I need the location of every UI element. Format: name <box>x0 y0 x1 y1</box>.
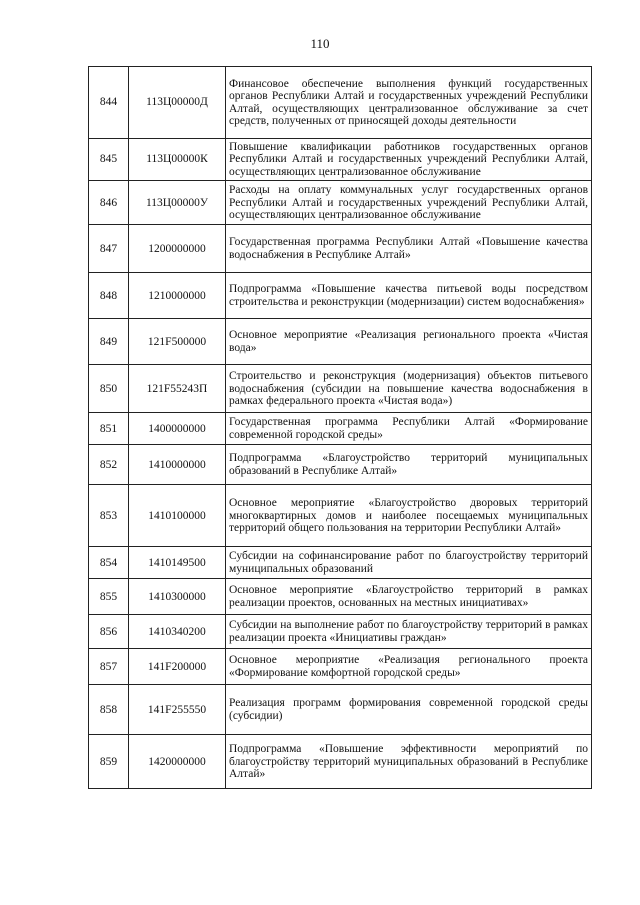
expense-name: Строительство и реконструкция (модернизация) объектов питьевого водоснабжения (субсидии на повышение качества водоснабжения в рамках федерального проекта «Чистая вода») <box>226 365 592 413</box>
target-article-code: 113Ц00000К <box>129 139 226 181</box>
target-article-code: 1210000000 <box>129 273 226 319</box>
row-number: 852 <box>89 445 129 485</box>
target-article-code: 1410000000 <box>129 445 226 485</box>
expense-name: Субсидии на софинансирование работ по благоустройству территорий муниципальных образований <box>226 547 592 579</box>
target-article-code: 1200000000 <box>129 225 226 273</box>
target-article-code: 1410300000 <box>129 579 226 615</box>
target-article-code: 1410340200 <box>129 615 226 649</box>
target-article-code: 113Ц00000У <box>129 181 226 225</box>
target-article-code: 1420000000 <box>129 735 226 789</box>
row-number: 848 <box>89 273 129 319</box>
table-row <box>89 579 592 615</box>
expense-name: Реализация программ формирования современной городской среды (субсидии) <box>226 685 592 735</box>
table-row <box>89 365 592 413</box>
table-row <box>89 615 592 649</box>
expense-name: Основное мероприятие «Реализация регионального проекта «Чистая вода» <box>226 319 592 365</box>
table-row <box>89 547 592 579</box>
table-row <box>89 445 592 485</box>
row-number: 859 <box>89 735 129 789</box>
row-number: 855 <box>89 579 129 615</box>
row-number: 849 <box>89 319 129 365</box>
expense-name: Повышение квалификации работников государственных органов Республики Алтай и государственных учреждений Республики Алтай, осуществляющих централизованное обслуживание <box>226 139 592 181</box>
expense-name: Основное мероприятие «Реализация регионального проекта «Формирование комфортной городской среды» <box>226 649 592 685</box>
target-article-code: 121F55243П <box>129 365 226 413</box>
expense-name: Подпрограмма «Благоустройство территорий муниципальных образований в Республике Алтай» <box>226 445 592 485</box>
expense-name: Основное мероприятие «Благоустройство территорий в рамках реализации проектов, основанных на местных инициативах» <box>226 579 592 615</box>
row-number: 850 <box>89 365 129 413</box>
expense-name: Финансовое обеспечение выполнения функций государственных органов Республики Алтай и государственных учреждений Республики Алтай, осуществляющих централизованное обслуживание за счет средств, полученных от приносящей доходы деятельности <box>226 67 592 139</box>
expense-name: Расходы на оплату коммунальных услуг государственных органов Республики Алтай и государственных учреждений Республики Алтай, осуществляющих централизованное обслуживание <box>226 181 592 225</box>
expense-name: Подпрограмма «Повышение качества питьевой воды посредством строительства и реконструкции (модернизации) систем водоснабжения» <box>226 273 592 319</box>
expense-name: Подпрограмма «Повышение эффективности мероприятий по благоустройству территорий муниципальных образований в Республике Алтай» <box>226 735 592 789</box>
budget-classification-table <box>88 66 592 789</box>
target-article-code: 121F500000 <box>129 319 226 365</box>
row-number: 845 <box>89 139 129 181</box>
table-row <box>89 67 592 139</box>
table-row <box>89 273 592 319</box>
expense-name: Субсидии на выполнение работ по благоустройству территорий в рамках реализации проекта «Инициативы граждан» <box>226 615 592 649</box>
expense-name: Основное мероприятие «Благоустройство дворовых территорий многоквартирных домов и наиболее посещаемых муниципальных территорий общего пользования на территории Республики Алтай» <box>226 485 592 547</box>
table-row <box>89 485 592 547</box>
page-number: 110 <box>310 36 330 51</box>
target-article-code: 141F200000 <box>129 649 226 685</box>
table-row <box>89 735 592 789</box>
row-number: 857 <box>89 649 129 685</box>
target-article-code: 113Ц00000Д <box>129 67 226 139</box>
table-row <box>89 685 592 735</box>
expense-name: Государственная программа Республики Алтай «Повышение качества водоснабжения в Республике Алтай» <box>226 225 592 273</box>
target-article-code: 1400000000 <box>129 413 226 445</box>
row-number: 858 <box>89 685 129 735</box>
row-number: 846 <box>89 181 129 225</box>
table-row <box>89 181 592 225</box>
row-number: 854 <box>89 547 129 579</box>
row-number: 847 <box>89 225 129 273</box>
table-row <box>89 649 592 685</box>
target-article-code: 1410100000 <box>129 485 226 547</box>
target-article-code: 141F255550 <box>129 685 226 735</box>
table-row <box>89 319 592 365</box>
row-number: 856 <box>89 615 129 649</box>
row-number: 853 <box>89 485 129 547</box>
target-article-code: 1410149500 <box>129 547 226 579</box>
expense-name: Государственная программа Республики Алтай «Формирование современной городской среды» <box>226 413 592 445</box>
row-number: 844 <box>89 67 129 139</box>
row-number: 851 <box>89 413 129 445</box>
table-row <box>89 413 592 445</box>
table-row <box>89 139 592 181</box>
table-row <box>89 225 592 273</box>
